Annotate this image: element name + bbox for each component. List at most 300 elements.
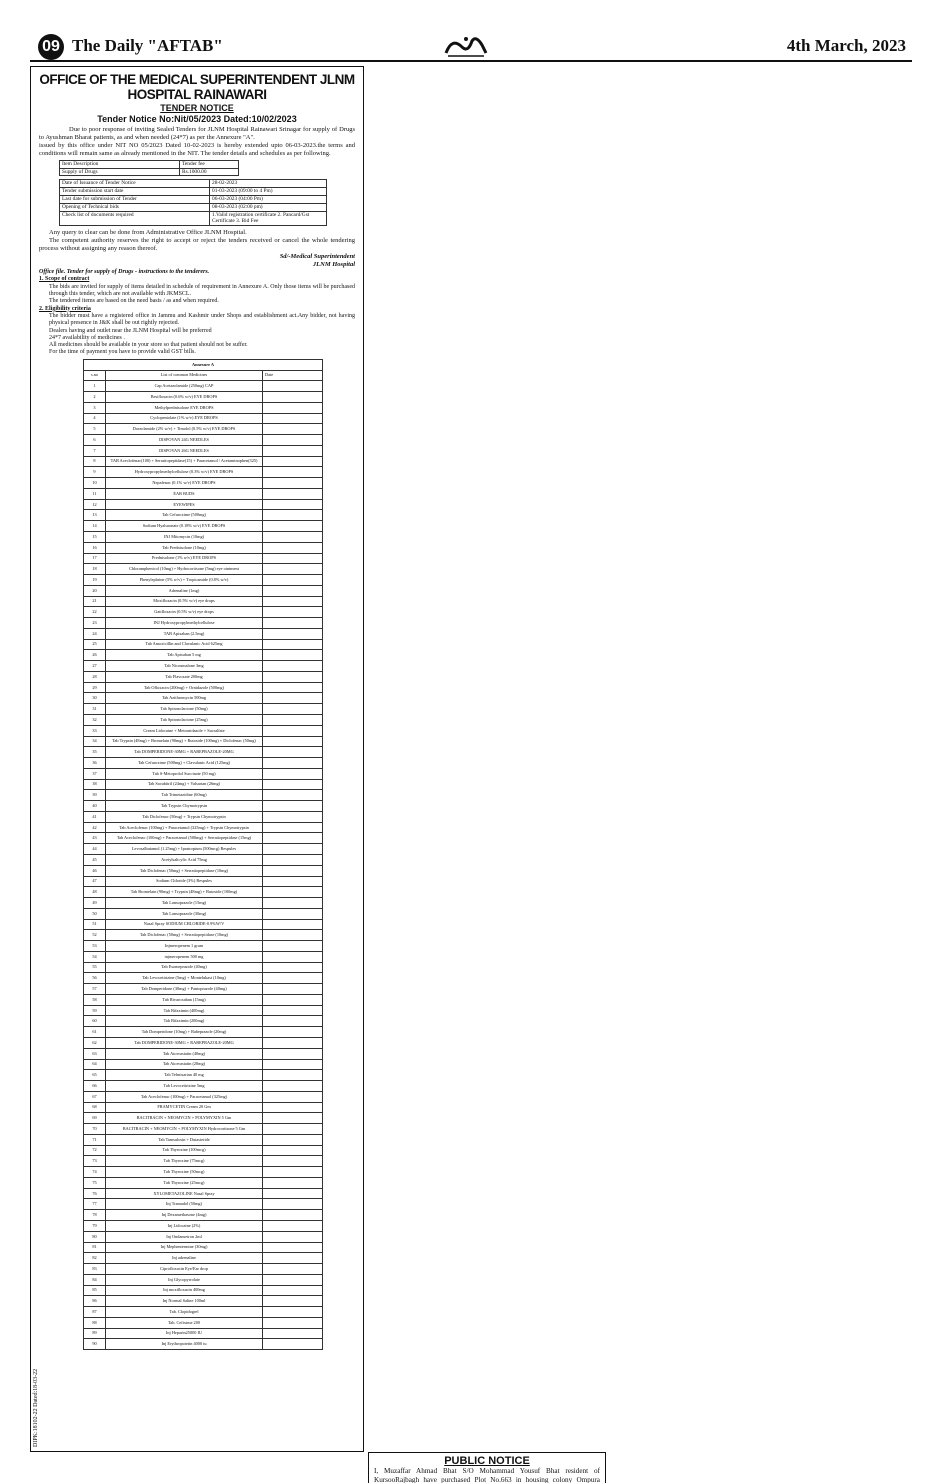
table-row [84,962,323,973]
page-number: 09 [38,34,64,60]
medicine-name: Tab Apixaban 5 mg [106,650,263,661]
table-row [84,521,323,532]
date-cell [263,1285,323,1296]
row-number: 87 [84,1307,106,1318]
row-number: 52 [84,930,106,941]
table-row [84,1134,323,1145]
row-number: 25 [84,639,106,650]
medicine-name: Inj Glycopyrrolate [106,1274,263,1285]
table-row [84,779,323,790]
table-row [84,1091,323,1102]
medicine-name: XYLOMETAZOLINE Nasal Spray [106,1188,263,1199]
medicine-name: Tab Domperidone (10mg) + Rabeprazole (20mg) [106,1027,263,1038]
row-number: 40 [84,801,106,812]
medicine-name: Tab Trypsin (48mg) + Bromelain (90mg) + Rutoside (100mg) + Diclofenac (50mg) [106,736,263,747]
cell: 01-03-2023 (09:00 to 4 Pm) [210,188,327,196]
table-row [84,951,323,962]
medicine-name: Inj Ondansetron 2ml [106,1231,263,1242]
row-number: 70 [84,1124,106,1135]
date-cell [263,1210,323,1221]
date-cell [263,1274,323,1285]
table-row [84,1210,323,1221]
medicine-name: EYEWIPES [106,499,263,510]
row-number: 63 [84,1048,106,1059]
scope-b: The tendered items are based on the need basis / as and when required. [49,298,219,305]
date-cell [263,381,323,392]
elig-d: All medicines should be available in your store so that patient should not be suffer. [49,342,248,349]
row-number: 79 [84,1221,106,1232]
fee-table [59,160,239,177]
table-row [84,1264,323,1275]
medicine-name: Tab Trypsin Chymotrypsin [106,801,263,812]
date-cell [263,994,323,1005]
medicine-name: Chloramphenicol (10mg) + Hydrocortisone (5mg) eye ointment [106,564,263,575]
medicine-name: Tab Diclofenac (50mg) + Serratiopeptidase (10mg) [106,930,263,941]
elig-b: Dealers having and outlet near the JLNM Hospital will be preferred [49,327,212,334]
row-number: 78 [84,1210,106,1221]
table-row [84,478,323,489]
date-cell [263,822,323,833]
table-row [84,1016,323,1027]
medicine-name: Tab Thyroxine (25mcg) [106,1177,263,1188]
table-row [84,1037,323,1048]
date-cell [263,650,323,661]
table-row [84,1253,323,1264]
table-row [84,865,323,876]
date-cell [263,510,323,521]
row-number: 23 [84,618,106,629]
row-number: 33 [84,725,106,736]
date-cell [263,898,323,909]
medicine-name: Tab Amoxicillin and Clavulanic Acid 625mg [106,639,263,650]
table-row [84,1124,323,1135]
row-number: 2 [84,392,106,403]
row-number: 17 [84,553,106,564]
table-row [84,467,323,478]
medicine-name: Cap Acetazolamide (250mg) CAP [106,381,263,392]
medicine-name: Inj Heparin25000 IU [106,1328,263,1339]
public-notice [368,1452,606,1483]
row-number: 81 [84,1242,106,1253]
table-row [84,768,323,779]
date-cell [263,661,323,672]
elig-a: The bidder must have a registered office in Jammu and Kashmir under Shops and establishment act.Any bidder, not having physical presence in J&K shall be out rightly rejected. [49,312,355,327]
medicine-name: Tab Aceclofenac (100mg) + Paracetamol (325mg) [106,1091,263,1102]
issue-date: 4th March, 2023 [786,36,906,55]
table-row [84,908,323,919]
medicine-name: Tab Atorvastatin (20mg) [106,1059,263,1070]
date-cell [263,618,323,629]
date-cell [263,1145,323,1156]
date-cell [263,768,323,779]
cell: Check list of documents required [60,211,210,226]
jlnm-heading: OFFICE OF THE MEDICAL SUPERINTENDENT JLNM HOSPITAL RAINAWARI [39,72,355,102]
medicine-name: Nepafenac (0.1% w/v) EYE DROPS [106,478,263,489]
date-cell [263,564,323,575]
date-cell [263,844,323,855]
table-row [84,1317,323,1328]
cell: Rs.1000.00 [180,168,239,176]
date-cell [263,1317,323,1328]
row-number: 51 [84,919,106,930]
table-row [84,715,323,726]
date-cell [263,1102,323,1113]
medicine-name: Levosalbutamol (1.25mg) + Ipratropium (500mcg) Respules [106,844,263,855]
table-row [84,758,323,769]
table-row [84,941,323,952]
date-cell [263,532,323,543]
table-row [84,532,323,543]
cell: Supply of Drugs [60,168,180,176]
table-row [84,747,323,758]
medicine-name: Tab Azithromycin 500mg [106,693,263,704]
medicine-name: Ciprofloxacin Eye/Ear drop [106,1264,263,1275]
row-number: 24 [84,628,106,639]
row-number: 54 [84,951,106,962]
table-row [84,1285,323,1296]
medicine-name: Adrenaline (1mg) [106,585,263,596]
medicine-name: BACITRACIN + NEOMYCIN + POLYMYXIN Hydrocortisone 5 Gm [106,1124,263,1135]
table-row [84,607,323,618]
date-cell [263,1328,323,1339]
table-row [84,984,323,995]
table-row [84,854,323,865]
table-row [84,661,323,672]
row-number: 11 [84,488,106,499]
date-cell [263,758,323,769]
medicine-name: Tab Aceclofenac (100mg) + Paracetamol (325mg) + Trypsin Chymotrypsin [106,822,263,833]
date-cell [263,930,323,941]
date-cell [263,876,323,887]
table-row [84,930,323,941]
date-cell [263,456,323,467]
row-number: 22 [84,607,106,618]
date-cell [263,1124,323,1135]
date-cell [263,833,323,844]
table-row [84,585,323,596]
date-cell [263,704,323,715]
table-row [84,1328,323,1339]
paper-name: The Daily "AFTAB" [72,36,223,55]
row-number: 60 [84,1016,106,1027]
row-number: 5 [84,424,106,435]
medicine-name: DISPOVAN 24G NEEDLES [106,435,263,446]
medicine-name: Hydroxypropylmethylcellulose (0.3% w/v) EYE DROPS [106,467,263,478]
date-cell [263,887,323,898]
medicine-name: Tab Rivaroxaban (15mg) [106,994,263,1005]
row-number: 59 [84,1005,106,1016]
medicine-name: Tab Bromelain (90mg) + Trypsin (48mg) + Rutoside (100mg) [106,887,263,898]
date-cell [263,682,323,693]
cell: 28-02-2023 [210,180,327,188]
medicines-table [83,359,323,1350]
jlnm-bullet-2: The competent authority reserves the right to accept or reject the tenders received or cancel the whole tendering process without assigning any reason thereof. [39,237,355,253]
medicine-name: Tab S-Metoprolol Succinate (50 mg) [106,768,263,779]
row-number: 55 [84,962,106,973]
medicine-name: Nasal Spray SODIUM CHLORIDE-0.9%W/V [106,919,263,930]
table-row [84,919,323,930]
jlnm-bullet-1: Any query to clear can be done from Administrative Office JLNM Hospital. [49,229,247,237]
row-number: 47 [84,876,106,887]
jlnm-intro-2: issued by this office under NIT NO 05/2023 Dated 10-02-2023 is hereby extended upto 06-03-2023.the terms and conditions will remain same as already mentioned in the NIT. The tender details and schedules as per following. [39,141,355,157]
medicine-name: TAB Aceclofenac(100) + Serratiopeptidase(15) + Paracetamol / Acetaminophen(325) [106,456,263,467]
newspaper-page [30,32,912,1483]
medicine-name: Tab Thyroxine (100mcg) [106,1145,263,1156]
date-cell [263,1177,323,1188]
table-row [84,1102,323,1113]
jlnm-sig-2: JLNM Hospital [312,261,355,269]
row-number: 26 [84,650,106,661]
table-row [84,1145,323,1156]
date-cell [263,790,323,801]
date-cell [263,413,323,424]
date-cell [263,801,323,812]
table-row [84,413,323,424]
table-row [84,811,323,822]
row-number: 57 [84,984,106,995]
row-number: 31 [84,704,106,715]
row-number: 84 [84,1274,106,1285]
row-number: 45 [84,854,106,865]
table-row [84,1027,323,1038]
medicine-name: Tab Levocetirizine (5mg) + Montelukast (10mg) [106,973,263,984]
row-number: 64 [84,1059,106,1070]
row-number: 19 [84,575,106,586]
table-row [84,1113,323,1124]
row-number: 29 [84,682,106,693]
row-number: 30 [84,693,106,704]
table-row [84,1339,323,1350]
medicine-name: Inj Erythropoietin 4000 iu [106,1339,263,1350]
date-cell [263,575,323,586]
aftab-logo-icon [442,33,490,59]
date-cell [263,973,323,984]
medicine-name: Tab Diclofenac (50mg) + Trypsin Chymotrypsin [106,811,263,822]
date-cell [263,1264,323,1275]
table-row [84,392,323,403]
medicine-name: Tab Ofloxacin (200mg) + Ornidazole (500mg) [106,682,263,693]
cell: 08-03-2023 (02:00 pm) [210,203,327,211]
row-number: 75 [84,1177,106,1188]
row-number: 86 [84,1296,106,1307]
schedule-table [59,179,327,226]
row-number: 38 [84,779,106,790]
cell: 1.Valid registration certificate 2. Pancard/Gst Certificate 3. Bid Fee [210,211,327,226]
date-cell [263,1037,323,1048]
table-row [84,445,323,456]
table-row [84,1167,323,1178]
date-cell [263,1242,323,1253]
date-cell [263,1156,323,1167]
table-row [84,596,323,607]
date-cell [263,671,323,682]
table-row [84,435,323,446]
table-row [84,693,323,704]
medicine-name: Phenylephrine (5% w/v) + Tropicamide (0.8% w/v) [106,575,263,586]
date-cell [263,854,323,865]
elig-e: For the time of payment you have to provide valid GST bills. [49,349,196,356]
col-header: List of common Medicines [106,370,263,381]
date-cell [263,1339,323,1350]
row-number: 44 [84,844,106,855]
medicine-name: Gatifloxacin (0.5% w/v) eye drops [106,607,263,618]
date-cell [263,424,323,435]
date-cell [263,725,323,736]
medicine-name: DISPOVAN 26G NEEDLES [106,445,263,456]
row-number: 69 [84,1113,106,1124]
row-number: 83 [84,1264,106,1275]
row-number: 88 [84,1317,106,1328]
date-cell [263,553,323,564]
medicine-name: Tab Telmisartan 40 mg [106,1070,263,1081]
table-row [84,1231,323,1242]
row-number: 8 [84,456,106,467]
masthead [30,32,912,62]
elig-c: 24*7 availability of medicines . [49,334,125,341]
row-number: 61 [84,1027,106,1038]
date-cell [263,639,323,650]
date-cell [263,402,323,413]
date-cell [263,919,323,930]
col-header: s.no [84,370,106,381]
table-row [84,876,323,887]
table-row [84,510,323,521]
date-cell [263,499,323,510]
date-cell [263,811,323,822]
medicine-name: Inj Lidocaine (2%) [106,1221,263,1232]
row-number: 62 [84,1037,106,1048]
jlnm-ref: Tender Notice No:Nit/05/2023 Dated:10/02/2023 [97,114,297,125]
row-number: 1 [84,381,106,392]
row-number: 77 [84,1199,106,1210]
table-row [84,488,323,499]
row-number: 7 [84,445,106,456]
date-cell [263,1231,323,1242]
table-row [84,994,323,1005]
date-cell [263,984,323,995]
row-number: 48 [84,887,106,898]
table-row [84,725,323,736]
date-cell [263,1221,323,1232]
table-row [84,402,323,413]
col-header: Date [263,370,323,381]
medicine-name: Tab Domperidone (30mg) + Pantoprazole (40mg) [106,984,263,995]
table-row [84,639,323,650]
medicine-name: Inj adrenaline [106,1253,263,1264]
table-row [84,671,323,682]
date-cell [263,1307,323,1318]
table-row [84,1156,323,1167]
row-number: 53 [84,941,106,952]
medicine-name: Tab Thyroxine (75mcg) [106,1156,263,1167]
table-row [84,618,323,629]
medicine-name: Moxifloxacin (0.5% w/v) eye drops [106,596,263,607]
date-cell [263,1048,323,1059]
medicine-name: Inj Tramadol (50mg) [106,1199,263,1210]
medicine-name: EAR BUDS [106,488,263,499]
date-cell [263,521,323,532]
row-number: 35 [84,747,106,758]
row-number: 89 [84,1328,106,1339]
table-row [84,682,323,693]
row-number: 12 [84,499,106,510]
table-row [84,499,323,510]
row-number: 4 [84,413,106,424]
medicine-name: Tab DOMPERIDONE-30MG + RABEPRAZOLE-20MG [106,1037,263,1048]
office-file: Office file. Tender for supply of Drugs - instructions to the tenderers. [39,269,210,276]
cell: 06-03-2023 (04:00 Pm) [210,196,327,204]
row-number: 82 [84,1253,106,1264]
medicine-name: Besifloxacin (0.6% w/v) EYE DROPS [106,392,263,403]
medicine-name: Tab Rifaximin (200mg) [106,1016,263,1027]
date-cell [263,607,323,618]
date-cell [263,715,323,726]
date-cell [263,596,323,607]
row-number: 65 [84,1070,106,1081]
medicine-name: Tab Lansoprazole (30mg) [106,908,263,919]
date-cell [263,865,323,876]
row-number: 67 [84,1091,106,1102]
medicine-name: Tab Levocetirizine 5mg [106,1081,263,1092]
medicine-name: Cyclopentolate (1% w/v) EYE DROPS [106,413,263,424]
jlnm-subheading: TENDER NOTICE [160,103,234,113]
medicine-name: Cream Lidocaine + Metronidazole + Sucralfate [106,725,263,736]
pn-body: I, Muzaffar Ahmad Bhat S/O Mohammad Yousuf Bhat resident of KursooRajbagh have purchased Plot No.663 in housing colony Ompura [374,1467,600,1483]
row-number: 36 [84,758,106,769]
row-number: 13 [84,510,106,521]
jlnm-tender-ad [30,66,364,1452]
row-number: 80 [84,1231,106,1242]
table-row [84,564,323,575]
table-row [84,650,323,661]
row-number: 16 [84,542,106,553]
table-row [84,973,323,984]
medicine-name: TAB Apixaban (2.5mg) [106,628,263,639]
row-number: 74 [84,1167,106,1178]
row-number: 21 [84,596,106,607]
table-row [84,1070,323,1081]
date-cell [263,392,323,403]
eligibility-heading: 2. Eligibility criteria [39,305,91,312]
table-row [84,628,323,639]
row-number: 9 [84,467,106,478]
table-row [84,1242,323,1253]
medicine-name: Tab Aceclofenac (100mg) + Paracetamol (500mg) + Serratiopeptidase (15mg) [106,833,263,844]
row-number: 20 [84,585,106,596]
medicine-name: Prednisolone (1% w/v) EYE DROPS [106,553,263,564]
medicine-name: Sodium Chloride (3%) Respules [106,876,263,887]
medicines-body [84,381,323,1350]
row-number: 10 [84,478,106,489]
table-row [84,801,323,812]
medicine-name: Dorzolamide (2% w/v) + Timolol (0.5% w/v) EYE DROPS [106,424,263,435]
medicine-name: Inj Normal Saline 100ml [106,1296,263,1307]
table-row [84,898,323,909]
table-row [84,456,323,467]
row-number: 72 [84,1145,106,1156]
medicine-name: Tab Atorvastatin (40mg) [106,1048,263,1059]
table-row [84,1199,323,1210]
date-cell [263,467,323,478]
row-number: 6 [84,435,106,446]
table-row [84,833,323,844]
table-row [84,1296,323,1307]
row-number: 73 [84,1156,106,1167]
date-cell [263,1188,323,1199]
medicine-name: Tab Flavoxate 200mg [106,671,263,682]
table-row [84,822,323,833]
row-number: 3 [84,402,106,413]
